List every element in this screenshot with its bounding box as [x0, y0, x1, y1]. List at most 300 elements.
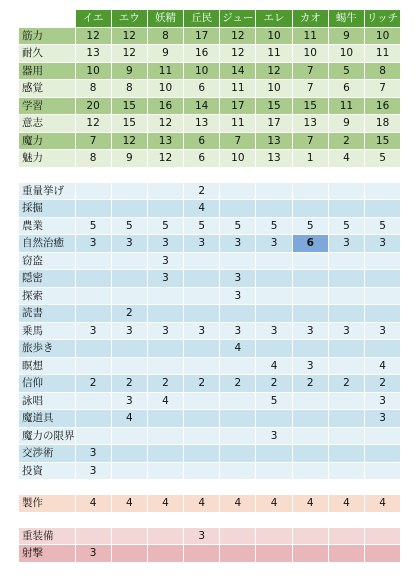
value-cell: [147, 357, 183, 375]
value-cell: 4: [365, 495, 401, 513]
value-cell: 2: [220, 375, 256, 393]
spacer-cell: [256, 480, 292, 495]
value-cell: 3: [75, 445, 111, 463]
value-cell: [292, 270, 328, 288]
value-cell: 3: [256, 235, 292, 253]
skill-row: [19, 375, 401, 393]
value-cell: 11: [147, 62, 183, 80]
value-cell: 8: [365, 62, 401, 80]
row-label: 旅歩き: [19, 340, 76, 358]
spacer-cell: [365, 167, 401, 182]
value-cell: 10: [256, 80, 292, 98]
value-cell: 5: [256, 217, 292, 235]
value-cell: [184, 357, 220, 375]
value-cell: 3: [147, 322, 183, 340]
value-cell: [111, 545, 147, 563]
value-cell: 3: [365, 235, 401, 253]
value-cell: 13: [75, 45, 111, 63]
value-cell: 3: [75, 322, 111, 340]
stat-row: [19, 62, 401, 80]
value-cell: [256, 270, 292, 288]
value-cell: [220, 410, 256, 428]
value-cell: [111, 340, 147, 358]
spacer-cell: [365, 480, 401, 495]
value-cell: 3: [75, 462, 111, 480]
value-cell: 13: [292, 115, 328, 133]
spacer-cell: [111, 167, 147, 182]
spacer-row: [19, 512, 401, 527]
value-cell: [75, 392, 111, 410]
skill-row: [19, 322, 401, 340]
value-cell: [256, 252, 292, 270]
value-cell: 8: [75, 150, 111, 168]
value-cell: 8: [75, 80, 111, 98]
value-cell: [184, 340, 220, 358]
value-cell: 15: [111, 115, 147, 133]
value-cell: 3: [365, 322, 401, 340]
value-cell: [292, 527, 328, 545]
value-cell: [256, 200, 292, 218]
value-cell: 3: [220, 322, 256, 340]
row-label: 魔力: [19, 132, 76, 150]
value-cell: 3: [292, 357, 328, 375]
row-label: 魔道具: [19, 410, 76, 428]
value-cell: 12: [147, 115, 183, 133]
spacer-cell: [256, 562, 292, 577]
value-cell: [184, 392, 220, 410]
value-cell: [147, 200, 183, 218]
row-label: 探索: [19, 287, 76, 305]
value-cell: [75, 182, 111, 200]
row-label: 射撃: [19, 545, 76, 563]
row-label: 乗馬: [19, 322, 76, 340]
value-cell: [256, 462, 292, 480]
value-cell: 4: [184, 495, 220, 513]
value-cell: [256, 340, 292, 358]
value-cell: 7: [75, 132, 111, 150]
value-cell: [111, 252, 147, 270]
value-cell: 5: [256, 392, 292, 410]
combat-row: [19, 545, 401, 563]
value-cell: 5: [147, 217, 183, 235]
value-cell: 3: [220, 270, 256, 288]
spacer-cell: [111, 562, 147, 577]
value-cell: [256, 445, 292, 463]
stat-row: [19, 97, 401, 115]
value-cell: [75, 410, 111, 428]
value-cell: 3: [220, 287, 256, 305]
value-cell: [220, 462, 256, 480]
row-label: 窃盗: [19, 252, 76, 270]
value-cell: [292, 545, 328, 563]
value-cell: [75, 427, 111, 445]
value-cell: [184, 287, 220, 305]
spacer-cell: [365, 512, 401, 527]
value-cell: [292, 305, 328, 323]
value-cell: [147, 305, 183, 323]
value-cell: 3: [328, 235, 364, 253]
value-cell: 14: [184, 97, 220, 115]
value-cell: [75, 270, 111, 288]
row-label: 感覚: [19, 80, 76, 98]
spacer-cell: [147, 167, 183, 182]
value-cell: 3: [256, 427, 292, 445]
skill-row: [19, 217, 401, 235]
spacer-cell: [292, 512, 328, 527]
value-cell: 12: [256, 62, 292, 80]
value-cell: [184, 545, 220, 563]
value-cell: [220, 305, 256, 323]
spacer-cell: [147, 480, 183, 495]
stat-row: [19, 115, 401, 133]
value-cell: [328, 427, 364, 445]
value-cell: [256, 182, 292, 200]
spacer-cell: [220, 512, 256, 527]
value-cell: 5: [184, 217, 220, 235]
value-cell: [184, 270, 220, 288]
value-cell: 5: [365, 217, 401, 235]
skill-row: [19, 252, 401, 270]
value-cell: 9: [328, 115, 364, 133]
row-label: 瞑想: [19, 357, 76, 375]
value-cell: 15: [365, 132, 401, 150]
value-cell: 3: [365, 410, 401, 428]
row-label: 重量挙げ: [19, 182, 76, 200]
value-cell: 17: [184, 27, 220, 45]
value-cell: 3: [256, 322, 292, 340]
value-cell: [328, 445, 364, 463]
value-cell: [147, 427, 183, 445]
value-cell: [328, 305, 364, 323]
value-cell: 15: [256, 97, 292, 115]
skill-row: [19, 182, 401, 200]
value-cell: [365, 287, 401, 305]
value-cell: [184, 252, 220, 270]
row-label: 隠密: [19, 270, 76, 288]
value-cell: [328, 340, 364, 358]
spacer-row: [19, 480, 401, 495]
value-cell: 2: [75, 375, 111, 393]
value-cell: [365, 527, 401, 545]
value-cell: [75, 200, 111, 218]
spacer-cell: [147, 562, 183, 577]
spacer-cell: [111, 512, 147, 527]
value-cell: 3: [220, 235, 256, 253]
stat-row: [19, 80, 401, 98]
value-cell: 4: [111, 410, 147, 428]
value-cell: 6: [184, 150, 220, 168]
value-cell: [365, 445, 401, 463]
stat-row: [19, 132, 401, 150]
value-cell: [220, 427, 256, 445]
column-header: エレ: [256, 10, 292, 28]
row-label: 投資: [19, 462, 76, 480]
column-header: カオ: [292, 10, 328, 28]
value-cell: [328, 270, 364, 288]
value-cell: [328, 182, 364, 200]
value-cell: 1: [292, 150, 328, 168]
value-cell: [111, 200, 147, 218]
value-cell: 2: [147, 375, 183, 393]
value-cell: 12: [111, 132, 147, 150]
value-cell: 2: [365, 375, 401, 393]
value-cell: 3: [111, 235, 147, 253]
spacer-cell: [184, 562, 220, 577]
value-cell: [365, 270, 401, 288]
value-cell: [256, 305, 292, 323]
skill-row: [19, 357, 401, 375]
value-cell: 2: [292, 375, 328, 393]
value-cell: 3: [111, 392, 147, 410]
spacer-cell: [365, 562, 401, 577]
value-cell: [75, 287, 111, 305]
value-cell: 9: [111, 62, 147, 80]
value-cell: 10: [292, 45, 328, 63]
value-cell: 6: [328, 80, 364, 98]
row-label: 器用: [19, 62, 76, 80]
spacer-cell: [292, 562, 328, 577]
value-cell: 3: [111, 322, 147, 340]
value-cell: [220, 392, 256, 410]
value-cell: [147, 182, 183, 200]
value-cell: [147, 287, 183, 305]
value-cell: [184, 427, 220, 445]
row-label: 筋力: [19, 27, 76, 45]
spacer-cell: [328, 562, 364, 577]
value-cell: 2: [111, 375, 147, 393]
value-cell: [220, 182, 256, 200]
value-cell: 4: [147, 495, 183, 513]
value-cell: [220, 545, 256, 563]
value-cell: [292, 287, 328, 305]
spacer-row: [19, 167, 401, 182]
value-cell: [147, 545, 183, 563]
skill-row: [19, 200, 401, 218]
spacer-cell: [19, 167, 76, 182]
skill-row: [19, 410, 401, 428]
value-cell: [292, 182, 328, 200]
value-cell: [111, 462, 147, 480]
value-cell: 3: [75, 235, 111, 253]
value-cell: [147, 462, 183, 480]
value-cell: 13: [256, 132, 292, 150]
row-label: 農業: [19, 217, 76, 235]
value-cell: 5: [75, 217, 111, 235]
value-cell: 2: [184, 375, 220, 393]
value-cell: 18: [365, 115, 401, 133]
value-cell: 7: [220, 132, 256, 150]
value-cell: [111, 427, 147, 445]
value-cell: 15: [292, 97, 328, 115]
value-cell: [220, 445, 256, 463]
value-cell: 10: [147, 80, 183, 98]
value-cell: 5: [292, 217, 328, 235]
skill-row: [19, 340, 401, 358]
value-cell: [365, 252, 401, 270]
value-cell: [111, 182, 147, 200]
value-cell: 4: [75, 495, 111, 513]
value-cell: [256, 410, 292, 428]
skill-row: [19, 235, 401, 253]
value-cell: [220, 357, 256, 375]
value-cell: [147, 445, 183, 463]
row-label: 交渉術: [19, 445, 76, 463]
highlighted-cell: 6: [292, 235, 328, 253]
row-label: 自然治癒: [19, 235, 76, 253]
skill-row: [19, 305, 401, 323]
value-cell: 7: [292, 62, 328, 80]
header-corner: [19, 10, 76, 28]
spacer-cell: [328, 512, 364, 527]
value-cell: [365, 545, 401, 563]
value-cell: 16: [365, 97, 401, 115]
stat-row: [19, 27, 401, 45]
value-cell: [292, 410, 328, 428]
value-cell: 15: [111, 97, 147, 115]
row-label: 読書: [19, 305, 76, 323]
spacer-row: [19, 562, 401, 577]
value-cell: [111, 527, 147, 545]
column-header: 丘民: [184, 10, 220, 28]
value-cell: 10: [328, 45, 364, 63]
value-cell: [184, 410, 220, 428]
value-cell: [292, 427, 328, 445]
race-stat-table: [18, 9, 401, 578]
value-cell: 3: [184, 527, 220, 545]
value-cell: [111, 357, 147, 375]
spacer-cell: [75, 167, 111, 182]
value-cell: 14: [220, 62, 256, 80]
value-cell: 4: [184, 200, 220, 218]
value-cell: 3: [147, 252, 183, 270]
value-cell: 5: [328, 62, 364, 80]
value-cell: [328, 357, 364, 375]
spacer-cell: [75, 562, 111, 577]
spacer-cell: [19, 562, 76, 577]
value-cell: 7: [292, 80, 328, 98]
value-cell: [256, 545, 292, 563]
spacer-cell: [256, 512, 292, 527]
value-cell: 5: [365, 150, 401, 168]
value-cell: [256, 287, 292, 305]
value-cell: [365, 462, 401, 480]
value-cell: [75, 527, 111, 545]
value-cell: 4: [365, 357, 401, 375]
value-cell: [75, 305, 111, 323]
value-cell: 3: [75, 545, 111, 563]
value-cell: [328, 545, 364, 563]
value-cell: [184, 445, 220, 463]
value-cell: 13: [147, 132, 183, 150]
spacer-cell: [184, 480, 220, 495]
value-cell: 5: [220, 217, 256, 235]
column-header: リッチ: [365, 10, 401, 28]
value-cell: 3: [184, 235, 220, 253]
value-cell: [328, 392, 364, 410]
value-cell: 9: [111, 150, 147, 168]
value-cell: [75, 252, 111, 270]
spacer-cell: [19, 480, 76, 495]
value-cell: [328, 200, 364, 218]
value-cell: 12: [75, 115, 111, 133]
row-label: 詠唱: [19, 392, 76, 410]
value-cell: 12: [75, 27, 111, 45]
column-header: エウ: [111, 10, 147, 28]
value-cell: 9: [147, 45, 183, 63]
combat-row: [19, 527, 401, 545]
value-cell: [111, 445, 147, 463]
value-cell: 2: [111, 305, 147, 323]
header-row: [19, 10, 401, 28]
value-cell: 17: [220, 97, 256, 115]
value-cell: [75, 340, 111, 358]
value-cell: 3: [292, 322, 328, 340]
skill-row: [19, 270, 401, 288]
value-cell: 16: [184, 45, 220, 63]
row-label: 製作: [19, 495, 76, 513]
spacer-cell: [184, 167, 220, 182]
spacer-cell: [75, 512, 111, 527]
value-cell: [147, 527, 183, 545]
value-cell: 4: [328, 150, 364, 168]
spacer-cell: [220, 480, 256, 495]
value-cell: 12: [220, 27, 256, 45]
value-cell: 4: [111, 495, 147, 513]
value-cell: 10: [256, 27, 292, 45]
value-cell: 5: [328, 217, 364, 235]
value-cell: [292, 340, 328, 358]
value-cell: [111, 287, 147, 305]
value-cell: [365, 305, 401, 323]
row-label: 耐久: [19, 45, 76, 63]
spacer-cell: [256, 167, 292, 182]
value-cell: 3: [184, 322, 220, 340]
value-cell: 2: [256, 375, 292, 393]
value-cell: 12: [147, 150, 183, 168]
value-cell: 3: [147, 270, 183, 288]
skill-row: [19, 392, 401, 410]
value-cell: [365, 182, 401, 200]
row-label: 重装備: [19, 527, 76, 545]
value-cell: 4: [256, 357, 292, 375]
value-cell: 16: [147, 97, 183, 115]
value-cell: 11: [220, 80, 256, 98]
craft-row: [19, 495, 401, 513]
spacer-cell: [292, 167, 328, 182]
value-cell: 11: [365, 45, 401, 63]
value-cell: 11: [292, 27, 328, 45]
skill-row: [19, 462, 401, 480]
value-cell: [328, 252, 364, 270]
column-header: 蜴牛: [328, 10, 364, 28]
value-cell: [75, 357, 111, 375]
value-cell: 9: [328, 27, 364, 45]
spacer-cell: [75, 480, 111, 495]
value-cell: 10: [365, 27, 401, 45]
table-body: [19, 10, 401, 578]
value-cell: 11: [328, 97, 364, 115]
value-cell: 2: [184, 182, 220, 200]
spacer-cell: [220, 167, 256, 182]
column-header: ジュー: [220, 10, 256, 28]
value-cell: 3: [147, 235, 183, 253]
value-cell: [292, 462, 328, 480]
value-cell: 6: [184, 132, 220, 150]
value-cell: 3: [365, 392, 401, 410]
skill-row: [19, 427, 401, 445]
value-cell: [292, 252, 328, 270]
spacer-cell: [111, 480, 147, 495]
